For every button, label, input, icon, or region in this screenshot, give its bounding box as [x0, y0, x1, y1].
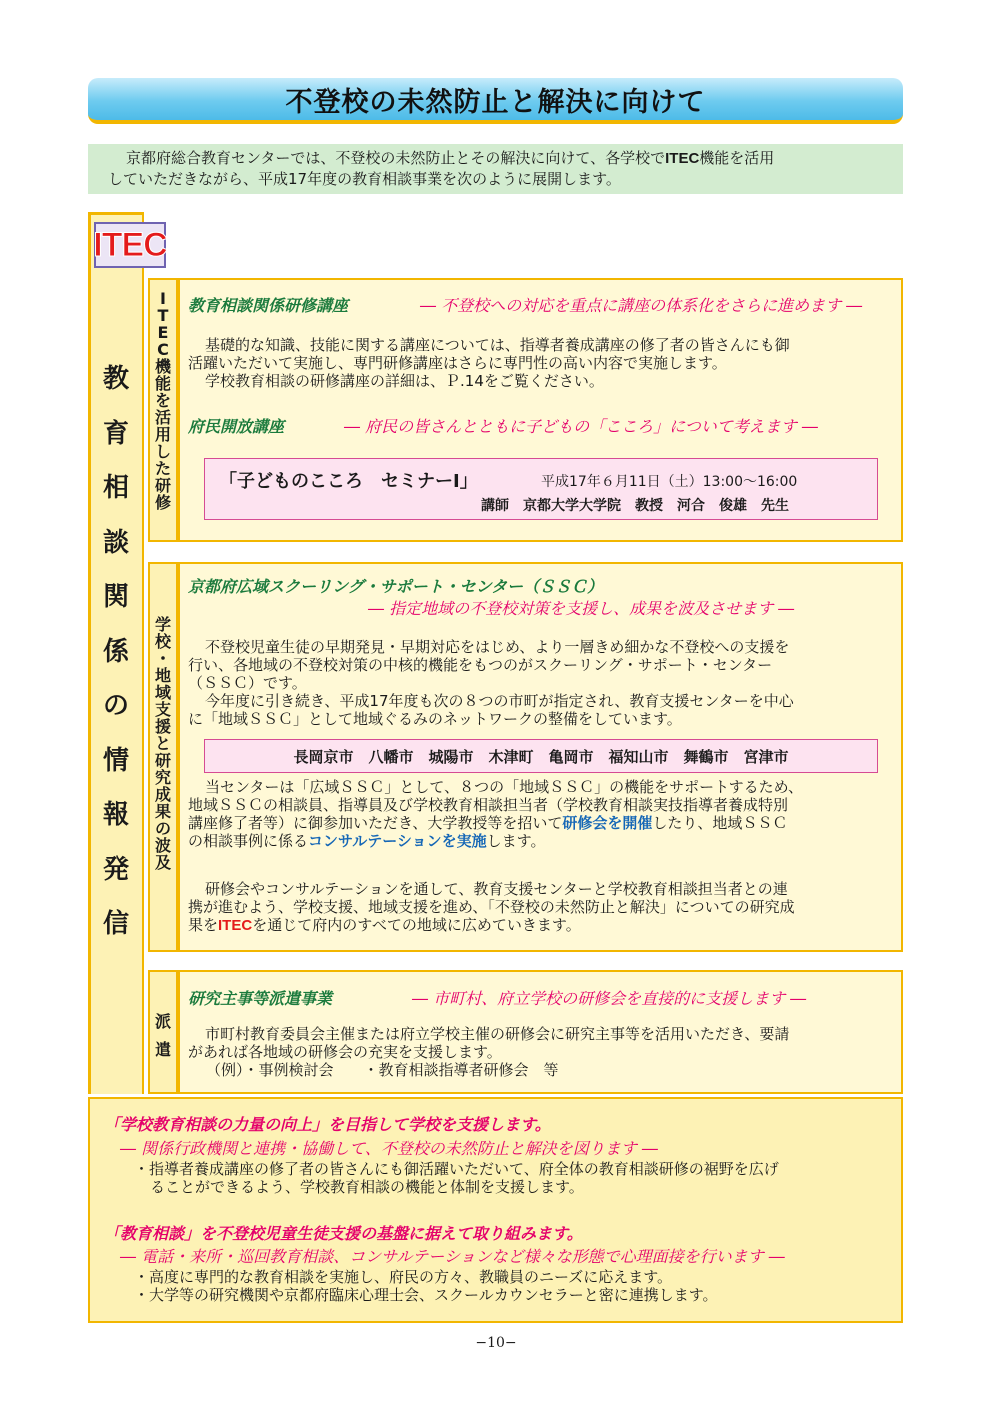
bullet-line: ・大学等の研究機関や京都府臨床心理士会、スクールカウンセラーと密に連携します。	[134, 1286, 718, 1304]
side-char: 能	[154, 374, 171, 393]
highlight-workshop: 研修会を開催	[562, 814, 653, 832]
bottom-bullets-2	[134, 1268, 899, 1304]
vertical-char: 係	[102, 636, 129, 667]
bullet-line: ることができるよう、学校教育相談の機能と体制を支援します。	[150, 1178, 584, 1196]
body-line: 行い、各地域の不登校対策の中核的機能をもつのがスクーリング・サポート・センター	[188, 656, 773, 674]
side-char: 果	[154, 802, 171, 821]
page-title: 不登校の未然防止と解決に向けて	[285, 86, 706, 118]
body-line	[188, 916, 900, 935]
side-char: 活	[154, 408, 171, 427]
vertical-char: 報	[102, 800, 129, 830]
heading-ssc: 京都府広域スクーリング・サポート・センター（ＳＳＣ）	[188, 577, 604, 596]
body-line: 携が進むよう、学校支援、地域支援を進め、「不登校の未然防止と解決」についての研究成	[188, 898, 795, 916]
body-line: 市町村教育委員会主催または府立学校主催の研修会に研究主事等を活用いただき、要請	[205, 1025, 790, 1043]
title-banner	[88, 78, 903, 124]
side-char: た	[154, 459, 171, 478]
body-line: 不登校児童生徒の早期発見・早期対応をはじめ、より一層きめ細かな不登校への支援を	[205, 638, 790, 656]
side-label-training	[148, 278, 178, 542]
heading-training-course: 教育相談関係研修講座	[188, 296, 349, 315]
vertical-char: 教	[102, 364, 129, 394]
body-line: 当センターは「広域ＳＳＣ」として、８つの「地域ＳＳＣ」の機能をサポートするため、	[205, 778, 804, 796]
side-char: 校	[154, 632, 171, 651]
tagline-ssc: ― 指定地域の不登校対策を支援し、成果を波及させます ―	[368, 599, 795, 618]
body-text: を通じて府内のすべての地域に広めていきます。	[252, 916, 581, 934]
itec-badge	[94, 222, 166, 268]
intro-text: 機能を活用	[699, 149, 775, 167]
side-char: C	[157, 340, 169, 359]
side-label-ssc	[148, 562, 178, 952]
heading-public-course: 府民開放講座	[188, 417, 285, 436]
side-char: ・	[154, 649, 171, 668]
bottom-subheading-1: ― 関係行政機関と連携・協働して、不登校の未然防止と解決を図ります ―	[120, 1139, 658, 1158]
vertical-char: 信	[102, 909, 129, 939]
training-body	[188, 336, 900, 390]
intro-box	[88, 144, 903, 194]
side-char: の	[154, 819, 171, 838]
body-text: します。	[486, 832, 546, 850]
vertical-char: の	[102, 691, 129, 721]
side-char: 域	[154, 683, 171, 702]
cities-box	[204, 739, 878, 773]
tagline-dispatch: ― 市町村、府立学校の研修会を直接的に支援します ―	[412, 989, 807, 1008]
side-char: 研	[154, 751, 171, 770]
body-line: 地域ＳＳＣの相談員、指導員及び学校教育相談担当者（学校教育相談実技指導者養成特別	[188, 796, 789, 814]
tagline-training-course: ― 不登校への対応を重点に講座の体系化をさらに進めます ―	[420, 296, 863, 315]
page-number: −10−	[475, 1335, 517, 1351]
body-line: 学校教育相談の研修講座の詳細は、Ｐ.14をご覧ください。	[205, 372, 604, 390]
side-label-dispatch	[148, 970, 178, 1094]
side-char: 用	[154, 425, 171, 444]
body-line: 研修会やコンサルテーションを通して、教育支援センターと学校教育相談担当者との連	[205, 880, 788, 898]
intro-text: 京都府総合教育センターでは、不登校の未然防止とその解決に向けて、各学校で	[126, 149, 666, 167]
body-line: （ＳＳＣ）です。	[188, 674, 307, 692]
body-line: に「地域ＳＳＣ」として地域ぐるみのネットワークの整備をしています。	[188, 710, 682, 728]
body-text: の相談事例に係る	[188, 832, 309, 850]
side-char: 成	[154, 785, 171, 804]
side-char: T	[157, 306, 169, 325]
seminar-speaker: 講師 京都大学大学院 教授 河合 俊雄 先生	[481, 498, 789, 514]
side-char: 究	[154, 768, 171, 787]
vertical-char: 育	[102, 418, 129, 449]
side-char: 修	[154, 493, 171, 512]
tagline-public-course: ― 府民の皆さんとともに子どもの「こころ」について考えます ―	[344, 417, 818, 436]
side-char: 研	[154, 476, 171, 495]
itec-inline-logo: ITEC	[218, 917, 253, 934]
vertical-char: 発	[102, 854, 129, 885]
vertical-title	[92, 352, 140, 952]
body-line	[188, 832, 900, 850]
side-char: 学	[154, 615, 171, 634]
seminar-title: 「子どものこころ セミナーⅠ」	[219, 471, 478, 492]
side-char: 及	[154, 853, 171, 872]
side-char: E	[157, 323, 169, 342]
ssc-body-1	[188, 638, 900, 728]
itec-inline-logo: ITEC	[665, 150, 700, 167]
highlight-consultation: コンサルテーションを実施	[308, 832, 487, 850]
vertical-char: 情	[102, 745, 129, 776]
vertical-char: 談	[102, 527, 129, 558]
vertical-char: 相	[102, 473, 129, 503]
body-text: 講座修了者等）に御参加いただき、大学教授等を招いて	[188, 814, 563, 832]
side-char: 波	[154, 836, 171, 855]
bottom-subheading-2: ― 電話・来所・巡回教育相談、コンサルテーションなど様々な形態で心理面接を行います ―	[120, 1247, 785, 1266]
side-char: I	[160, 289, 166, 308]
side-char: 援	[154, 717, 171, 736]
body-text: 果を	[188, 916, 219, 934]
intro-line-1	[108, 148, 883, 169]
side-char: し	[154, 442, 171, 461]
body-line: （例）・事例検討会 ・教育相談指導者研修会 等	[206, 1061, 559, 1079]
body-text: したり、地域ＳＳＣ	[652, 814, 788, 832]
bottom-bullet-1	[134, 1160, 899, 1196]
intro-line-2: していただきながら、平成17年度の教育相談事業を次のように展開します。	[108, 170, 621, 188]
body-line	[188, 814, 900, 832]
side-char: を	[154, 391, 171, 410]
side-char: 派	[154, 1012, 171, 1031]
designated-cities: 長岡京市 八幡市 城陽市 木津町 亀岡市 福知山市 舞鶴市 宮津市	[293, 747, 789, 766]
body-line: 活躍いただいて実施し、専門研修講座はさらに専門性の高い内容で実施します。	[188, 354, 727, 372]
side-char: 支	[154, 700, 171, 719]
body-line: 基礎的な知識、技能に関する講座については、指導者養成講座の修了者の皆さんにも御	[205, 336, 790, 354]
ssc-body-2	[188, 778, 900, 850]
itec-logo: ITEC	[93, 225, 167, 264]
bottom-heading-2: 「教育相談」を不登校児童生徒支援の基盤に据えて取り組みます。	[104, 1224, 583, 1243]
vertical-char: 関	[102, 582, 129, 612]
heading-dispatch: 研究主事等派遣事業	[188, 989, 333, 1008]
body-line: があれば各地域の研修会の充実を支援します。	[188, 1043, 502, 1061]
dispatch-body	[188, 1025, 900, 1079]
seminar-box	[204, 458, 878, 520]
ssc-body-3	[188, 880, 900, 935]
seminar-date: 平成17年６月11日（土）13:00〜16:00	[541, 474, 798, 490]
bottom-heading-1: 「学校教育相談の力量の向上」を目指して学校を支援します。	[104, 1115, 551, 1134]
side-char: 遣	[154, 1040, 171, 1059]
bullet-line: ・指導者養成講座の修了者の皆さんにも御活躍いただいて、府全体の教育相談研修の裾野を広げ	[134, 1160, 779, 1178]
body-line: 今年度に引き続き、平成17年度も次の８つの市町が指定され、教育支援センターを中心	[205, 692, 794, 710]
side-char: と	[154, 734, 171, 753]
bullet-line: ・高度に専門的な教育相談を実施し、府民の方々、教職員のニーズに応えます。	[134, 1268, 673, 1286]
side-char: 機	[154, 357, 171, 376]
side-char: 地	[154, 666, 171, 685]
